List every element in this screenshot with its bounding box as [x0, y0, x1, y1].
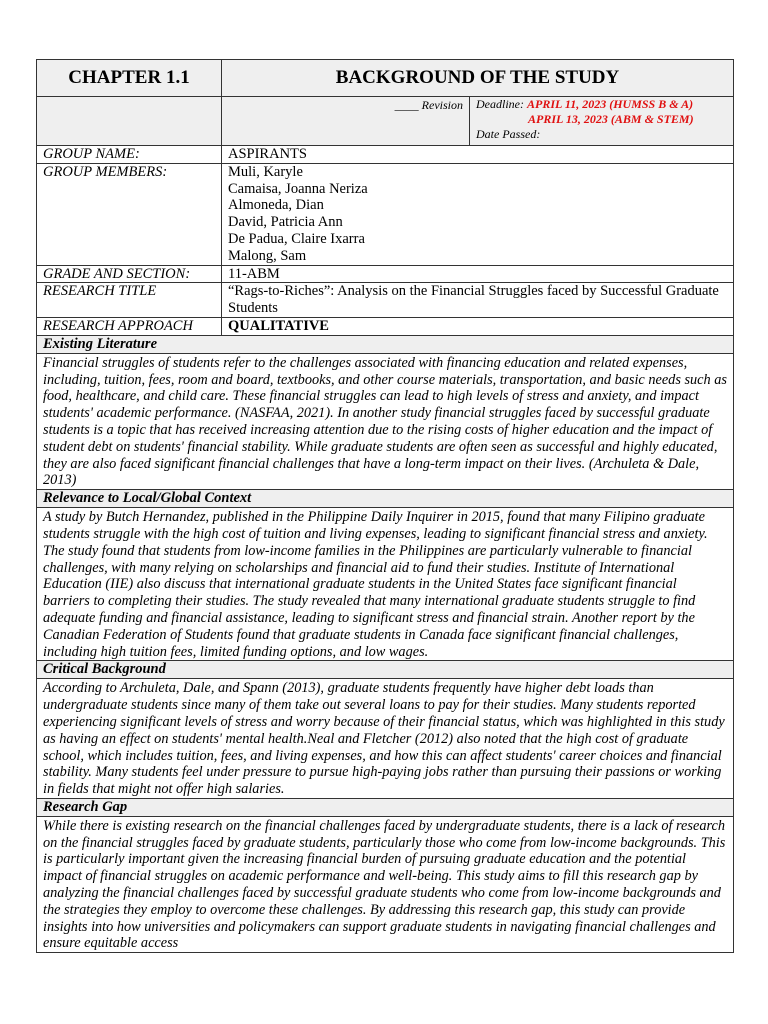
member-item: De Padua, Claire Ixarra	[228, 230, 365, 247]
header-row	[37, 60, 734, 97]
research-gap-heading: Research Gap	[37, 798, 734, 816]
relevance-body-row	[37, 508, 734, 661]
research-title-row	[37, 283, 734, 318]
relevance-heading: Relevance to Local/Global Context	[37, 490, 734, 508]
meta-empty-cell	[37, 97, 222, 146]
critical-background-heading-row	[37, 661, 734, 679]
member-item: Malong, Sam	[228, 247, 307, 264]
deadline-abm-stem: APRIL 13, 2023 (ABM & STEM)	[528, 112, 694, 126]
research-title-label: RESEARCH TITLE	[37, 283, 222, 318]
group-members-row	[37, 163, 734, 265]
member-item: Muli, Karyle	[228, 163, 303, 180]
approach-row	[37, 317, 734, 335]
relevance-heading-row	[37, 490, 734, 508]
form-table	[36, 59, 734, 953]
critical-background-heading: Critical Background	[37, 661, 734, 679]
grade-row	[37, 265, 734, 283]
revision-blank: ____	[394, 98, 419, 112]
meta-row	[37, 97, 734, 146]
existing-literature-body-row	[37, 353, 734, 489]
critical-background-body-row	[37, 679, 734, 799]
member-item: Camaisa, Joanna Neriza	[228, 180, 368, 197]
relevance-text: A study by Butch Hernandez, published in the Philippine Daily Inquirer in 2015, found that many Filipino graduate students struggle with the high cost of tuition and living expenses, leading to significant financial stress and anxiety. The study found that students from low-income families in the Philippines are particularly vulnerable to financial challenges, with many relying on scholarships and financial aid to fund their studies. Institute of International Education (IIE) also discuss that international graduate students in the United States face significant financial barriers to completing their studies. The study revealed that many international graduate students struggle to find adequate funding and financial assistance, leading to significant stress and financial strain. Another report by the Canadian Federation of Students found that graduate students in Canada face significant financial challenges, including high tuition fees, limited funding options, and low wages.	[37, 508, 734, 661]
research-gap-heading-row	[37, 798, 734, 816]
member-item: David, Patricia Ann	[228, 214, 343, 231]
approach-value: QUALITATIVE	[222, 317, 734, 335]
deadline-label: Deadline:	[476, 97, 524, 111]
approach-label: RESEARCH APPROACH	[37, 317, 222, 335]
group-name-row	[37, 146, 734, 164]
group-members-list	[222, 163, 734, 265]
research-gap-body-row	[37, 816, 734, 952]
member-item: Almoneda, Dian	[228, 197, 324, 214]
grade-label: GRADE AND SECTION:	[37, 265, 222, 283]
revision-cell	[222, 97, 470, 146]
document-page	[36, 59, 733, 953]
research-gap-text: While there is existing research on the financial challenges faced by undergraduate students, there is a lack of research on the financial struggles faced by graduate students, particularly those who come from low-income backgrounds. This is particularly important given the increasing financial burden of pursuing graduate education and the potential impact of financial struggles on academic performance and well-being. This study aims to fill this research gap by analyzing the financial challenges faced by successful graduate students who come from low-income backgrounds and the strategies they employ to overcome these challenges. By addressing this research gap, this study can provide insights into how universities and policymakers can support graduate students in navigating financial challenges and ensure equitable access	[37, 816, 734, 952]
research-title-value: “Rags-to-Riches”: Analysis on the Financial Struggles faced by Successful Graduate Students	[222, 283, 734, 318]
group-members-label: GROUP MEMBERS:	[37, 163, 222, 265]
group-name-label: GROUP NAME:	[37, 146, 222, 164]
deadline-humss: APRIL 11, 2023 (HUMSS B & A)	[526, 97, 694, 111]
existing-literature-heading: Existing Literature	[37, 335, 734, 353]
existing-literature-heading-row	[37, 335, 734, 353]
deadline-cell	[470, 97, 734, 146]
critical-background-text: According to Archuleta, Dale, and Spann (2013), graduate students frequently have higher debt loads than undergraduate students since many of them take out several loans to pay for their studies. Many students reported experiencing significant levels of stress and worry because of their financial status, which was highlighted in this study as having an effect on students' mental health.Neal and Fletcher (2012) also noted that the high cost of graduate school, which includes tuition, fees, and living expenses, and how this can affect students' career choices and financial stability. Many students feel under pressure to pursue high-paying jobs rather than pursuing their passions or working in fields that might not offer high salaries.	[37, 679, 734, 799]
revision-label: Revision	[421, 98, 463, 112]
group-name-value: ASPIRANTS	[222, 146, 734, 164]
existing-literature-text: Financial struggles of students refer to the challenges associated with financing education and related expenses, including, tuition, fees, room and board, textbooks, and other course materials, transportation, and basic needs such as food, healthcare, and child care. These financial struggles can lead to high levels of stress and anxiety, and impact students' academic performance. (NASFAA, 2021). In another study financial struggles faced by successful graduate students is a topic that has received increasing attention due to the rising costs of higher education and the impact of student debt on students' financial stability. While graduate students are often seen as successful and highly educated, they are also faced significant financial challenges that have a long-term impact on their lives. (Archuleta & Dale, 2013)	[37, 353, 734, 489]
page-title: BACKGROUND OF THE STUDY	[222, 60, 734, 97]
chapter-label: CHAPTER 1.1	[37, 60, 222, 97]
grade-value: 11-ABM	[222, 265, 734, 283]
date-passed-label: Date Passed:	[476, 127, 541, 141]
